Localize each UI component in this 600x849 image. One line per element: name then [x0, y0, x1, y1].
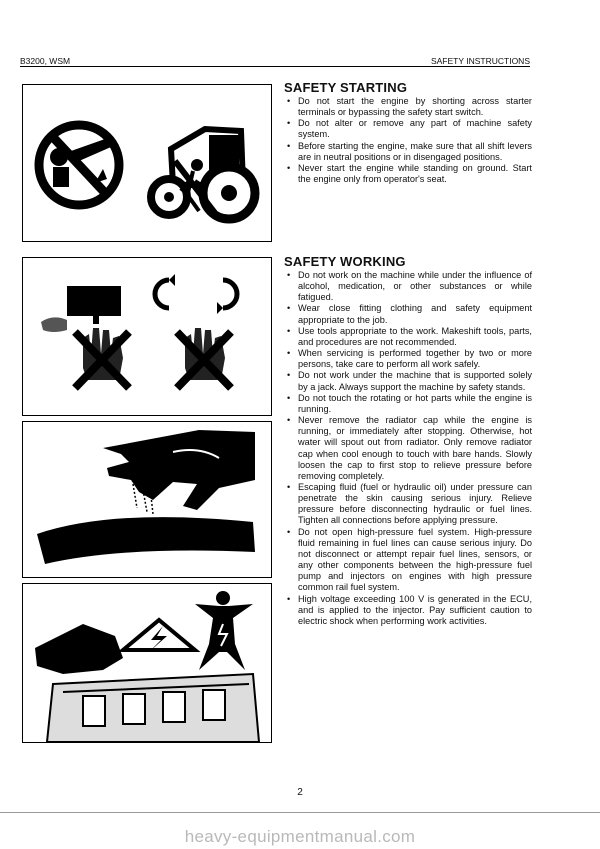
pressurized-fluid-hand-icon	[23, 422, 271, 577]
watermark-text: heavy-equipmentmanual.com	[184, 827, 416, 846]
list-item: • Never remove the radiator cap while the engine is running, or immediately after stopping. Otherwise, hot water will spout out from radiator. Only remove radiator cap when cool enough to touch with bare hands. Slowly loosen the cap to first stop to relieve pressure before removing completely.	[284, 415, 532, 482]
safety-working-section	[284, 254, 532, 627]
section-heading: SAFETY INSTRUCTIONS	[430, 56, 530, 66]
rotating-parts-no-hands-icon	[23, 258, 271, 415]
illustration-safety-starting	[22, 84, 272, 242]
list-item: • When servicing is performed together by two or more persons, take care to perform all work safely.	[284, 348, 532, 370]
high-voltage-injector-icon	[23, 584, 271, 742]
list-item: • Do not work under the machine that is supported solely by a jack. Always support the machine by safety stands.	[284, 370, 532, 392]
list-item: • Do not alter or remove any part of machine safety system.	[284, 118, 532, 140]
safety-starting-section	[284, 80, 532, 185]
list-item: • Do not start the engine by shorting across starter terminals or bypassing the safety start switch.	[284, 96, 532, 118]
list-item: • Escaping fluid (fuel or hydraulic oil) under pressure can penetrate the skin causing serious injury. Relieve pressure before disconnecting hydraulic or fuel lines. Tighten all connections before applying pressure.	[284, 482, 532, 527]
page-number: 2	[297, 787, 303, 798]
illustration-rotating-parts	[22, 257, 272, 416]
illustration-high-voltage	[22, 583, 272, 743]
manual-code: B3200, WSM	[20, 56, 71, 66]
list-item: • Before starting the engine, make sure that all shift levers are in neutral positions or in disengaged positions.	[284, 141, 532, 163]
list-item: • Do not open high-pressure fuel system. High-pressure fluid remaining in fuel lines can cause serious injury. Do not disconnect or attempt repair fuel lines, sensors, or any other components between the high-pressure fuel pump and injectors on engines with high pressure common rail fuel system.	[284, 527, 532, 594]
illustration-pressurized-fluid	[22, 421, 272, 578]
footer-rule	[0, 812, 600, 813]
list-item: • Do not touch the rotating or hot parts while the engine is running.	[284, 393, 532, 415]
safety-starting-list	[284, 96, 532, 185]
list-item: • High voltage exceeding 100 V is generated in the ECU, and is applied to the injector. Pay sufficient caution to electric shock when performing work activities.	[284, 594, 532, 627]
page-header	[20, 56, 530, 66]
list-item: • Use tools appropriate to the work. Makeshift tools, parts, and procedures are not recommended.	[284, 326, 532, 348]
list-item: • Do not work on the machine while under the influence of alcohol, medication, or other substances or while fatigued.	[284, 270, 532, 303]
safety-starting-title: SAFETY STARTING	[284, 80, 408, 95]
safety-working-list	[284, 270, 532, 627]
header-rule	[20, 66, 530, 67]
safety-working-title: SAFETY WORKING	[284, 254, 406, 269]
no-bypass-start-tractor-icon	[23, 85, 271, 241]
list-item: • Never start the engine while standing on ground. Start the engine only from operator's seat.	[284, 163, 532, 185]
list-item: • Wear close fitting clothing and safety equipment appropriate to the job.	[284, 303, 532, 325]
